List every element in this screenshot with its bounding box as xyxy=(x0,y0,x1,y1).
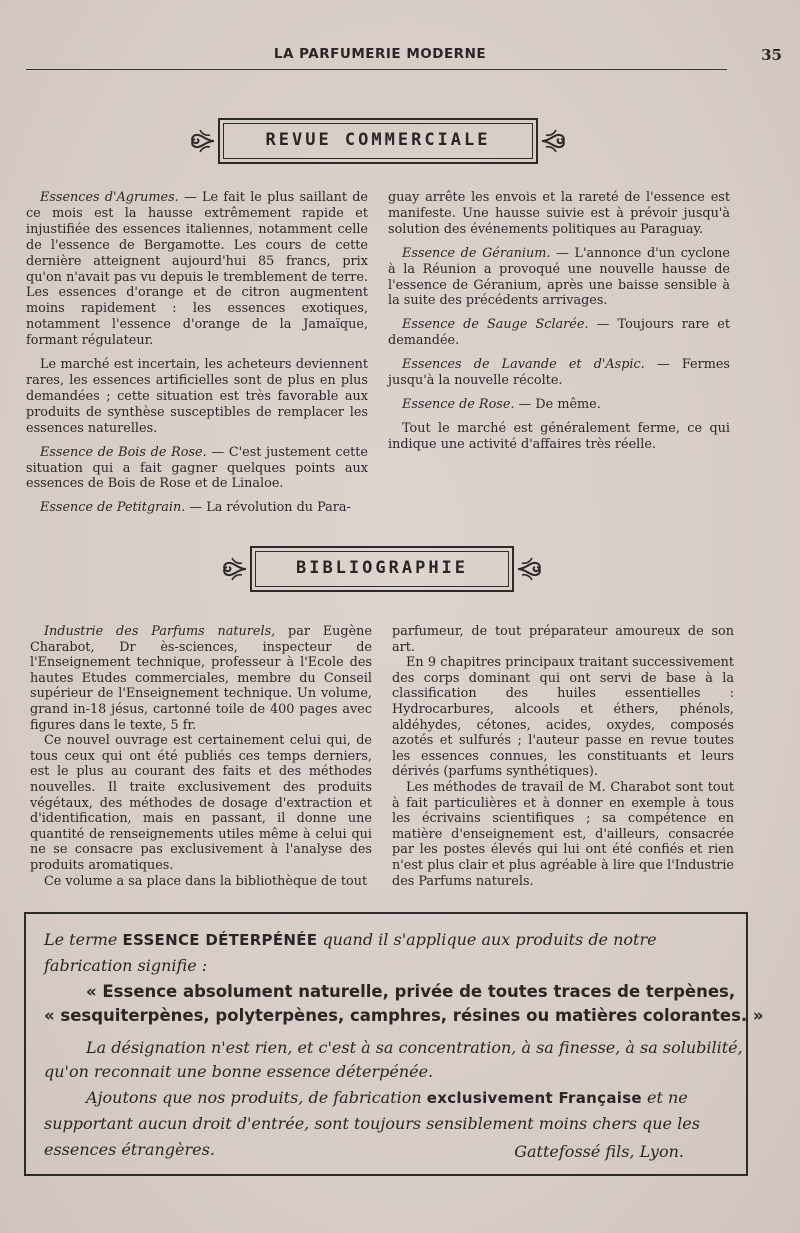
paragraph xyxy=(30,624,372,733)
ad-quote-line: « Essence absolument naturelle, privée de toutes traces de terpènes, xyxy=(86,982,736,1001)
paragraph-lead: Essence de Sauge Sclarée. xyxy=(402,317,589,333)
paragraph-text: — Le fait le plus saillant de ce mois est la hausse extrêmement rapide et injustifiée des essences italiennes, notamment celle de l'essence de Bergamotte. Les cours de cette dernière atteignent aujourd'hui 85 francs, prix qu'on n'avait pas vu depuis le tremblement de terre. Les essences d'orange et de citron augmentent moins rapidement : les essences exotiques, notamment l'essence d'orange de la Jamaïque, formant régulateur. xyxy=(26,190,368,349)
paragraph-text: par Eugène Charabot, Dr ès-sciences, inspecteur de l'Enseignement technique, professeur à l'Ecole des hautes Etudes commerciales, membre du Conseil supérieur de l'Enseignement technique. Un volume, grand in-18 jésus, cartonné toile de 400 pages avec figures dans le texte, 5 fr. xyxy=(30,624,372,733)
paragraph-text: Les méthodes de travail de M. Charabot sont tout à fait particulières et à donner en exemple à tous les écrivains scientifiques ; sa compétence en matière d'enseignement est, d'ailleurs, consacrée par les postes élevés qui lui ont été confiés et rien n'est plus clair et plus agréable à lire que l'Industrie des Parfums naturels. xyxy=(392,779,734,889)
ad-line: supportant aucun droit d'entrée, sont toujours sensiblement moins chers que les xyxy=(44,1114,700,1133)
ad-emphasis: exclusivement Française xyxy=(426,1089,642,1107)
bibliographie-banner xyxy=(228,546,536,592)
bibliographie-left-column xyxy=(30,624,372,889)
paragraph-text: — L'annonce d'un cyclone à la Réunion a provoqué une nouvelle hausse de l'essence de Géranium, après une baisse sensible à la suite des précédents arrivages. xyxy=(388,245,730,309)
paragraph-lead: Essence de Géranium. xyxy=(402,245,551,261)
journal-title: LA PARFUMERIE MODERNE xyxy=(273,46,487,62)
paragraph-lead: Essence de Bois de Rose. xyxy=(40,444,207,460)
page-number: 35 xyxy=(761,46,782,64)
revue-left-column xyxy=(26,190,368,524)
paragraph xyxy=(392,624,734,655)
running-head xyxy=(30,46,782,68)
paragraph-text: Le marché est incertain, les acheteurs deviennent rares, les essences artificielles sont de plus en plus demandées ; cette situation est très favorable aux produits de synthèse susceptibles de remplacer les essences naturelles. xyxy=(26,357,368,436)
advertisement-box xyxy=(24,912,764,1176)
paragraph xyxy=(388,397,730,413)
header-rule xyxy=(26,69,727,70)
paragraph xyxy=(30,733,372,873)
right-flourish-icon xyxy=(516,554,544,584)
paragraph-lead: Essence de Rose. xyxy=(402,396,515,412)
ad-text: et ne xyxy=(647,1088,688,1107)
paragraph-text: Tout le marché est généralement ferme, ce qui indique une activité d'affaires très réelle. xyxy=(388,420,730,452)
paragraph-lead: Essence de Petitgrain. xyxy=(40,500,186,516)
paragraph xyxy=(392,780,734,889)
paragraph xyxy=(26,190,368,349)
paragraph xyxy=(388,421,730,453)
section-heading: REVUE COMMERCIALE xyxy=(265,130,491,150)
paragraph-text: — De même. xyxy=(514,396,601,412)
paragraph-text: — La révolution du Para- xyxy=(185,500,351,516)
ad-line: essences étrangères. xyxy=(44,1140,215,1159)
paragraph-lead: Essences de Lavande et d'Aspic. xyxy=(402,357,645,373)
paragraph-lead: Essences d'Agrumes. xyxy=(40,190,179,205)
paragraph xyxy=(30,874,372,890)
paragraph-text: En 9 chapitres principaux traitant successivement des corps dominant qui ont servi de base à la classification des huiles essentielles : Hydrocarbures, alcools et éthers, phénols, aldéhydes, cétones, acides, oxydes, composés azotés et sulfurés ; l'auteur passe en revue toutes les essences connues, les constituants et leurs dérivés (parfums synthétiques). xyxy=(392,655,734,780)
ad-line: fabrication signifie : xyxy=(44,956,208,975)
ad-line: La désignation n'est rien, et c'est à sa concentration, à sa finesse, à sa solubilité, xyxy=(86,1038,743,1057)
ad-signature: Gattefossé fils, Lyon. xyxy=(514,1142,684,1161)
paragraph xyxy=(26,445,368,493)
bibliographie-right-column xyxy=(392,624,734,889)
ad-text: Ajoutons que nos produits, de fabrication xyxy=(86,1088,422,1107)
right-flourish-icon xyxy=(540,126,568,156)
paragraph xyxy=(26,500,368,516)
paragraph xyxy=(392,655,734,780)
ad-emphasis: ESSENCE DÉTERPÉNÉE xyxy=(122,931,318,949)
section-heading: BIBLIOGRAPHIE xyxy=(295,558,469,578)
paragraph xyxy=(388,357,730,389)
paragraph xyxy=(26,357,368,437)
paragraph-text: parfumeur, de tout préparateur amoureux de son art. xyxy=(392,624,734,655)
paragraph-text: — C'est justement cette situation qui a fait gagner quelques points aux essences de Bois de Rose et de Linaloe. xyxy=(26,444,368,492)
ad-line: qu'on reconnait une bonne essence déterpénée. xyxy=(44,1062,434,1081)
paragraph xyxy=(388,317,730,349)
ad-text: Le terme xyxy=(44,930,118,949)
revue-commerciale-banner xyxy=(196,118,560,164)
paragraph-text: guay arrête les envois et la rareté de l'essence est manifeste. Une hausse suivie est à prévoir jusqu'à solution des événements politiques au Paraguay. xyxy=(388,190,730,237)
paragraph xyxy=(388,190,730,238)
paragraph-text: Ce nouvel ouvrage est certainement celui qui, de tous ceux qui ont été publiés ces temps derniers, est le plus au courant des faits et des méthodes nouvelles. Il traite exclusivement des produits végétaux, des méthodes de dosage d'extraction et d'identification, mais en passant, il donne une quantité de renseignements utiles même à celui qui ne se consacre pas exclusivement à l'analyse des produits aromatiques. xyxy=(30,733,372,873)
revue-right-column xyxy=(388,190,730,461)
ad-line xyxy=(86,1088,730,1107)
ad-text: quand il s'applique aux produits de notre xyxy=(322,930,657,949)
paragraph-text: — Fermes jusqu'à la nouvelle récolte. xyxy=(388,357,730,389)
book-title: Industrie des Parfums naturels, xyxy=(44,624,276,639)
ad-quote-line: « sesquiterpènes, polyterpènes, camphres, résines ou matières colorantes. » xyxy=(44,1006,764,1025)
paragraph-text: — Toujours rare et demandée. xyxy=(388,317,731,349)
paragraph xyxy=(388,246,730,310)
paragraph-text: Ce volume a sa place dans la bibliothèque de tout xyxy=(44,873,368,889)
ad-line xyxy=(44,930,730,949)
